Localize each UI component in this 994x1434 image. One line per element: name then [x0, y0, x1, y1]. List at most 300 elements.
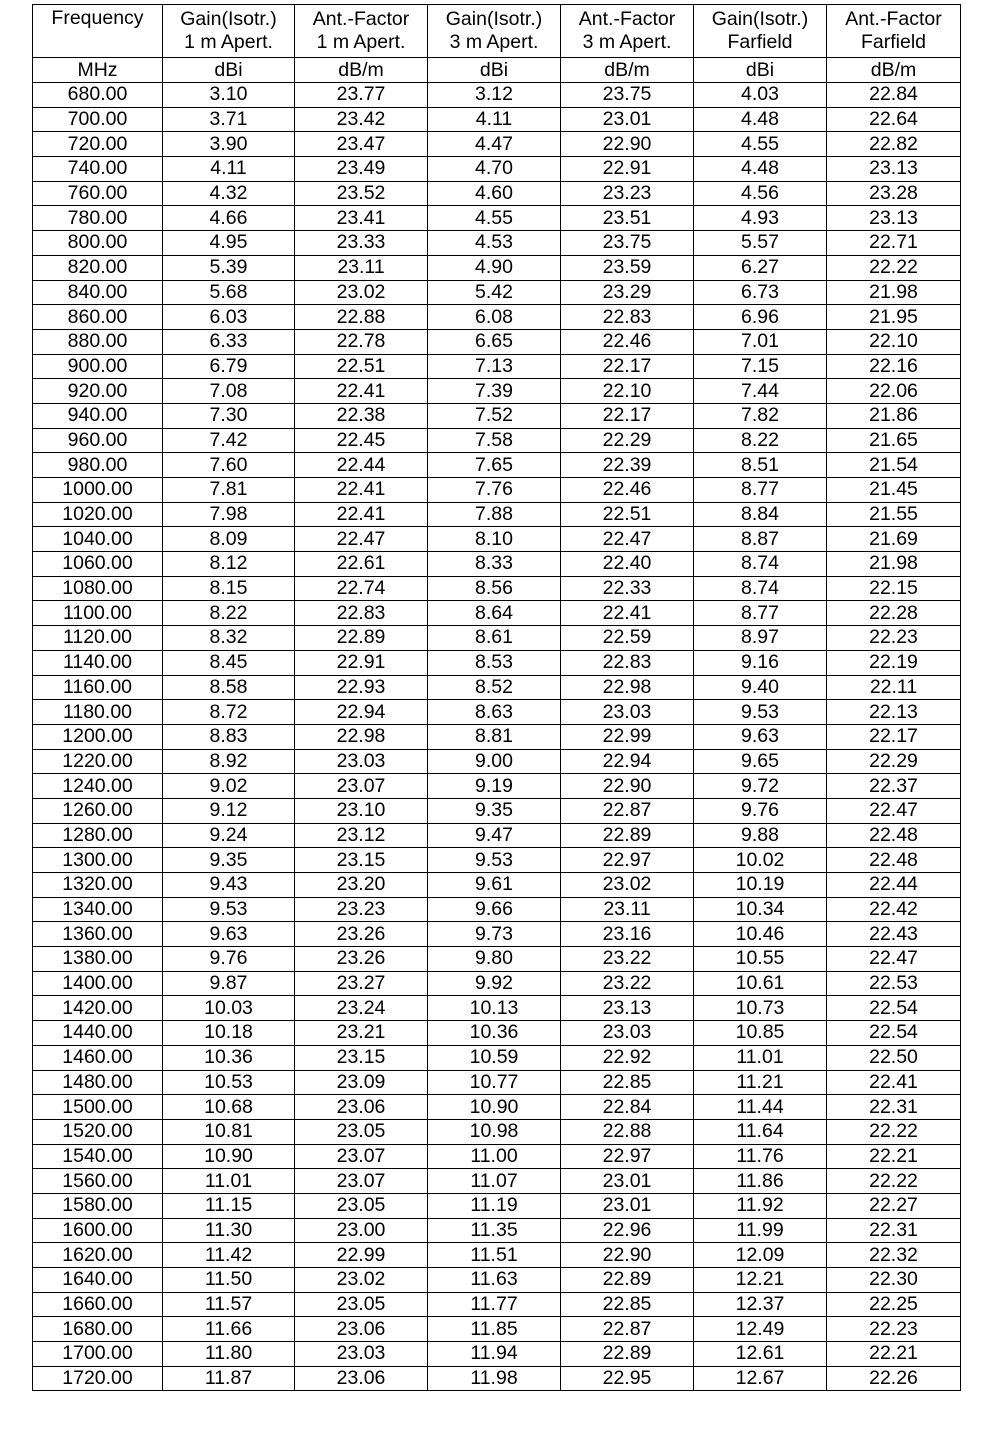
value-cell: 8.84 — [694, 502, 827, 527]
value-cell: 10.85 — [694, 1021, 827, 1046]
value-cell: 11.86 — [694, 1169, 827, 1194]
value-cell: 11.76 — [694, 1144, 827, 1169]
value-cell: 22.44 — [827, 873, 961, 898]
frequency-cell: 1680.00 — [33, 1317, 163, 1342]
value-cell: 4.47 — [428, 132, 561, 157]
value-cell: 7.82 — [694, 403, 827, 428]
value-cell: 10.90 — [428, 1095, 561, 1120]
frequency-cell: 1120.00 — [33, 626, 163, 651]
value-cell: 8.51 — [694, 453, 827, 478]
value-cell: 9.19 — [428, 774, 561, 799]
value-cell: 4.48 — [694, 107, 827, 132]
value-cell: 9.92 — [428, 971, 561, 996]
value-cell: 22.41 — [827, 1070, 961, 1095]
value-cell: 7.60 — [163, 453, 295, 478]
frequency-cell: 900.00 — [33, 354, 163, 379]
frequency-cell: 1320.00 — [33, 873, 163, 898]
frequency-cell: 1420.00 — [33, 996, 163, 1021]
value-cell: 22.54 — [827, 1021, 961, 1046]
value-cell: 4.95 — [163, 231, 295, 256]
value-cell: 22.71 — [827, 231, 961, 256]
value-cell: 23.15 — [295, 1045, 428, 1070]
value-cell: 22.21 — [827, 1144, 961, 1169]
table-row — [33, 478, 961, 503]
value-cell: 9.66 — [428, 897, 561, 922]
table-row — [33, 1070, 961, 1095]
value-cell: 22.17 — [827, 724, 961, 749]
value-cell: 6.96 — [694, 305, 827, 330]
frequency-cell: 680.00 — [33, 83, 163, 108]
value-cell: 22.82 — [827, 132, 961, 157]
value-cell: 4.55 — [428, 206, 561, 231]
value-cell: 6.33 — [163, 329, 295, 354]
value-cell: 7.65 — [428, 453, 561, 478]
table-row — [33, 798, 961, 823]
value-cell: 22.31 — [827, 1218, 961, 1243]
value-cell: 23.06 — [295, 1095, 428, 1120]
value-cell: 8.53 — [428, 650, 561, 675]
value-cell: 21.65 — [827, 428, 961, 453]
value-cell: 7.39 — [428, 379, 561, 404]
frequency-cell: 720.00 — [33, 132, 163, 157]
value-cell: 23.20 — [295, 873, 428, 898]
antenna-calibration-table-container — [32, 4, 960, 1391]
value-cell: 8.61 — [428, 626, 561, 651]
value-cell: 9.76 — [694, 798, 827, 823]
value-cell: 22.89 — [561, 1342, 694, 1367]
table-row — [33, 1045, 961, 1070]
value-cell: 11.64 — [694, 1119, 827, 1144]
frequency-cell: 1640.00 — [33, 1268, 163, 1293]
value-cell: 22.94 — [561, 749, 694, 774]
table-row — [33, 280, 961, 305]
header-label: Gain(Isotr.) — [180, 8, 277, 30]
frequency-cell: 1540.00 — [33, 1144, 163, 1169]
table-row — [33, 502, 961, 527]
value-cell: 23.05 — [295, 1292, 428, 1317]
value-cell: 10.13 — [428, 996, 561, 1021]
value-cell: 4.53 — [428, 231, 561, 256]
value-cell: 22.95 — [561, 1366, 694, 1391]
value-cell: 22.89 — [561, 1268, 694, 1293]
value-cell: 22.11 — [827, 675, 961, 700]
value-cell: 7.44 — [694, 379, 827, 404]
value-cell: 3.90 — [163, 132, 295, 157]
value-cell: 22.17 — [561, 403, 694, 428]
value-cell: 23.13 — [561, 996, 694, 1021]
value-cell: 22.94 — [295, 700, 428, 725]
value-cell: 23.16 — [561, 922, 694, 947]
value-cell: 4.11 — [163, 157, 295, 182]
value-cell: 23.75 — [561, 83, 694, 108]
frequency-cell: 1220.00 — [33, 749, 163, 774]
frequency-cell: 740.00 — [33, 157, 163, 182]
value-cell: 22.90 — [561, 132, 694, 157]
frequency-cell: 1600.00 — [33, 1218, 163, 1243]
value-cell: 6.73 — [694, 280, 827, 305]
value-cell: 22.41 — [295, 478, 428, 503]
value-cell: 22.22 — [827, 1119, 961, 1144]
frequency-cell: 940.00 — [33, 403, 163, 428]
value-cell: 23.26 — [295, 947, 428, 972]
value-cell: 23.03 — [295, 1342, 428, 1367]
value-cell: 22.74 — [295, 576, 428, 601]
value-cell: 10.68 — [163, 1095, 295, 1120]
header-gain-1m — [163, 5, 295, 58]
value-cell: 4.93 — [694, 206, 827, 231]
value-cell: 22.40 — [561, 552, 694, 577]
value-cell: 4.03 — [694, 83, 827, 108]
header-label: Gain(Isotr.) — [445, 8, 543, 30]
value-cell: 11.19 — [428, 1193, 561, 1218]
value-cell: 22.47 — [295, 527, 428, 552]
frequency-cell: 1520.00 — [33, 1119, 163, 1144]
antenna-calibration-table — [32, 4, 961, 1391]
value-cell: 22.46 — [561, 329, 694, 354]
value-cell: 22.98 — [295, 724, 428, 749]
table-row — [33, 132, 961, 157]
header-label: Gain(Isotr.) — [711, 8, 809, 30]
value-cell: 23.01 — [561, 1193, 694, 1218]
value-cell: 7.76 — [428, 478, 561, 503]
value-cell: 22.33 — [561, 576, 694, 601]
header-gain-farfield — [694, 5, 827, 58]
value-cell: 22.29 — [827, 749, 961, 774]
value-cell: 7.98 — [163, 502, 295, 527]
value-cell: 8.72 — [163, 700, 295, 725]
table-row — [33, 1342, 961, 1367]
value-cell: 22.19 — [827, 650, 961, 675]
value-cell: 7.58 — [428, 428, 561, 453]
value-cell: 22.37 — [827, 774, 961, 799]
value-cell: 7.01 — [694, 329, 827, 354]
value-cell: 9.76 — [163, 947, 295, 972]
value-cell: 10.59 — [428, 1045, 561, 1070]
table-body — [33, 83, 961, 1391]
value-cell: 11.42 — [163, 1243, 295, 1268]
value-cell: 23.02 — [295, 280, 428, 305]
value-cell: 12.09 — [694, 1243, 827, 1268]
value-cell: 11.00 — [428, 1144, 561, 1169]
value-cell: 23.00 — [295, 1218, 428, 1243]
value-cell: 8.22 — [163, 601, 295, 626]
table-row — [33, 971, 961, 996]
value-cell: 10.73 — [694, 996, 827, 1021]
value-cell: 22.54 — [827, 996, 961, 1021]
value-cell: 10.53 — [163, 1070, 295, 1095]
unit-cell: dBi — [428, 58, 561, 83]
value-cell: 22.98 — [561, 675, 694, 700]
value-cell: 11.77 — [428, 1292, 561, 1317]
frequency-cell: 1380.00 — [33, 947, 163, 972]
value-cell: 9.63 — [163, 922, 295, 947]
value-cell: 23.02 — [561, 873, 694, 898]
frequency-cell: 760.00 — [33, 181, 163, 206]
value-cell: 22.16 — [827, 354, 961, 379]
table-row — [33, 83, 961, 108]
value-cell: 22.85 — [561, 1292, 694, 1317]
value-cell: 23.49 — [295, 157, 428, 182]
table-row — [33, 897, 961, 922]
value-cell: 8.74 — [694, 552, 827, 577]
value-cell: 10.98 — [428, 1119, 561, 1144]
frequency-cell: 1160.00 — [33, 675, 163, 700]
value-cell: 8.22 — [694, 428, 827, 453]
value-cell: 12.67 — [694, 1366, 827, 1391]
value-cell: 22.85 — [561, 1070, 694, 1095]
value-cell: 11.15 — [163, 1193, 295, 1218]
value-cell: 8.97 — [694, 626, 827, 651]
frequency-cell: 1200.00 — [33, 724, 163, 749]
frequency-cell: 1280.00 — [33, 823, 163, 848]
value-cell: 22.39 — [561, 453, 694, 478]
table-row — [33, 453, 961, 478]
header-sublabel: 3 m Apert. — [449, 31, 539, 53]
table-row — [33, 1095, 961, 1120]
value-cell: 10.61 — [694, 971, 827, 996]
table-row — [33, 823, 961, 848]
value-cell: 22.45 — [295, 428, 428, 453]
value-cell: 9.00 — [428, 749, 561, 774]
value-cell: 22.13 — [827, 700, 961, 725]
value-cell: 11.94 — [428, 1342, 561, 1367]
value-cell: 8.52 — [428, 675, 561, 700]
value-cell: 12.37 — [694, 1292, 827, 1317]
frequency-cell: 1460.00 — [33, 1045, 163, 1070]
frequency-cell: 1080.00 — [33, 576, 163, 601]
frequency-cell: 1400.00 — [33, 971, 163, 996]
value-cell: 3.12 — [428, 83, 561, 108]
frequency-cell: 1140.00 — [33, 650, 163, 675]
value-cell: 22.89 — [561, 823, 694, 848]
value-cell: 22.51 — [295, 354, 428, 379]
value-cell: 22.83 — [561, 650, 694, 675]
value-cell: 22.27 — [827, 1193, 961, 1218]
header-sublabel: 3 m Apert. — [582, 31, 672, 53]
value-cell: 21.86 — [827, 403, 961, 428]
frequency-cell: 780.00 — [33, 206, 163, 231]
value-cell: 9.53 — [163, 897, 295, 922]
value-cell: 22.15 — [827, 576, 961, 601]
value-cell: 23.11 — [295, 255, 428, 280]
value-cell: 23.26 — [295, 922, 428, 947]
value-cell: 9.53 — [694, 700, 827, 725]
value-cell: 12.49 — [694, 1317, 827, 1342]
value-cell: 23.29 — [561, 280, 694, 305]
value-cell: 9.88 — [694, 823, 827, 848]
value-cell: 9.63 — [694, 724, 827, 749]
table-row — [33, 552, 961, 577]
value-cell: 5.42 — [428, 280, 561, 305]
frequency-cell: 1360.00 — [33, 922, 163, 947]
value-cell: 10.36 — [428, 1021, 561, 1046]
value-cell: 23.22 — [561, 971, 694, 996]
value-cell: 22.41 — [295, 379, 428, 404]
frequency-cell: 1180.00 — [33, 700, 163, 725]
frequency-cell: 840.00 — [33, 280, 163, 305]
value-cell: 23.75 — [561, 231, 694, 256]
header-label: Ant.-Factor — [578, 8, 676, 30]
value-cell: 9.73 — [428, 922, 561, 947]
value-cell: 10.81 — [163, 1119, 295, 1144]
value-cell: 22.51 — [561, 502, 694, 527]
value-cell: 3.71 — [163, 107, 295, 132]
table-row — [33, 576, 961, 601]
value-cell: 9.43 — [163, 873, 295, 898]
table-row — [33, 107, 961, 132]
value-cell: 11.30 — [163, 1218, 295, 1243]
header-af-1m — [295, 5, 428, 58]
header-sublabel: 1 m Apert. — [184, 31, 273, 53]
table-row — [33, 1292, 961, 1317]
frequency-cell: 1260.00 — [33, 798, 163, 823]
frequency-cell: 820.00 — [33, 255, 163, 280]
value-cell: 22.48 — [827, 823, 961, 848]
value-cell: 12.21 — [694, 1268, 827, 1293]
table-row — [33, 1317, 961, 1342]
value-cell: 23.33 — [295, 231, 428, 256]
value-cell: 23.28 — [827, 181, 961, 206]
value-cell: 22.47 — [561, 527, 694, 552]
value-cell: 22.99 — [295, 1243, 428, 1268]
value-cell: 22.31 — [827, 1095, 961, 1120]
value-cell: 22.41 — [295, 502, 428, 527]
frequency-cell: 1580.00 — [33, 1193, 163, 1218]
value-cell: 22.38 — [295, 403, 428, 428]
value-cell: 6.65 — [428, 329, 561, 354]
table-row — [33, 1144, 961, 1169]
unit-cell: MHz — [33, 58, 163, 83]
value-cell: 8.15 — [163, 576, 295, 601]
frequency-cell: 880.00 — [33, 329, 163, 354]
table-row — [33, 1366, 961, 1391]
table-row — [33, 947, 961, 972]
value-cell: 11.66 — [163, 1317, 295, 1342]
value-cell: 22.90 — [561, 774, 694, 799]
value-cell: 8.87 — [694, 527, 827, 552]
table-row — [33, 774, 961, 799]
value-cell: 10.18 — [163, 1021, 295, 1046]
value-cell: 5.57 — [694, 231, 827, 256]
value-cell: 4.90 — [428, 255, 561, 280]
table-row — [33, 231, 961, 256]
table-row — [33, 354, 961, 379]
table-row — [33, 626, 961, 651]
value-cell: 23.59 — [561, 255, 694, 280]
value-cell: 21.98 — [827, 280, 961, 305]
table-row — [33, 1268, 961, 1293]
frequency-cell: 1700.00 — [33, 1342, 163, 1367]
value-cell: 22.44 — [295, 453, 428, 478]
value-cell: 5.68 — [163, 280, 295, 305]
value-cell: 22.97 — [561, 848, 694, 873]
value-cell: 23.11 — [561, 897, 694, 922]
table-row — [33, 428, 961, 453]
value-cell: 22.61 — [295, 552, 428, 577]
header-gain-3m — [428, 5, 561, 58]
value-cell: 22.64 — [827, 107, 961, 132]
value-cell: 22.48 — [827, 848, 961, 873]
value-cell: 11.99 — [694, 1218, 827, 1243]
value-cell: 10.36 — [163, 1045, 295, 1070]
table-row — [33, 749, 961, 774]
value-cell: 4.11 — [428, 107, 561, 132]
value-cell: 10.34 — [694, 897, 827, 922]
frequency-cell: 1620.00 — [33, 1243, 163, 1268]
value-cell: 23.01 — [561, 1169, 694, 1194]
value-cell: 23.07 — [295, 1144, 428, 1169]
value-cell: 9.65 — [694, 749, 827, 774]
value-cell: 11.50 — [163, 1268, 295, 1293]
value-cell: 23.23 — [295, 897, 428, 922]
value-cell: 11.07 — [428, 1169, 561, 1194]
frequency-cell: 1340.00 — [33, 897, 163, 922]
value-cell: 21.45 — [827, 478, 961, 503]
value-cell: 22.17 — [561, 354, 694, 379]
value-cell: 4.66 — [163, 206, 295, 231]
value-cell: 22.59 — [561, 626, 694, 651]
value-cell: 23.03 — [295, 749, 428, 774]
table-row — [33, 848, 961, 873]
value-cell: 8.81 — [428, 724, 561, 749]
header-af-farfield — [827, 5, 961, 58]
value-cell: 23.02 — [295, 1268, 428, 1293]
value-cell: 22.78 — [295, 329, 428, 354]
value-cell: 23.07 — [295, 1169, 428, 1194]
value-cell: 22.30 — [827, 1268, 961, 1293]
table-row — [33, 601, 961, 626]
value-cell: 8.63 — [428, 700, 561, 725]
table-row — [33, 700, 961, 725]
table-row — [33, 181, 961, 206]
value-cell: 9.53 — [428, 848, 561, 873]
value-cell: 11.92 — [694, 1193, 827, 1218]
units-row — [33, 58, 961, 83]
table-row — [33, 329, 961, 354]
value-cell: 23.77 — [295, 83, 428, 108]
value-cell: 8.09 — [163, 527, 295, 552]
value-cell: 10.90 — [163, 1144, 295, 1169]
value-cell: 9.35 — [428, 798, 561, 823]
value-cell: 9.02 — [163, 774, 295, 799]
value-cell: 23.09 — [295, 1070, 428, 1095]
value-cell: 22.99 — [561, 724, 694, 749]
value-cell: 22.87 — [561, 798, 694, 823]
value-cell: 8.45 — [163, 650, 295, 675]
value-cell: 8.83 — [163, 724, 295, 749]
value-cell: 22.21 — [827, 1342, 961, 1367]
value-cell: 22.90 — [561, 1243, 694, 1268]
value-cell: 8.12 — [163, 552, 295, 577]
value-cell: 10.03 — [163, 996, 295, 1021]
value-cell: 5.39 — [163, 255, 295, 280]
value-cell: 22.97 — [561, 1144, 694, 1169]
value-cell: 22.22 — [827, 255, 961, 280]
value-cell: 23.06 — [295, 1317, 428, 1342]
value-cell: 23.41 — [295, 206, 428, 231]
value-cell: 22.42 — [827, 897, 961, 922]
frequency-cell: 700.00 — [33, 107, 163, 132]
table-row — [33, 996, 961, 1021]
value-cell: 8.74 — [694, 576, 827, 601]
value-cell: 22.41 — [561, 601, 694, 626]
value-cell: 22.84 — [561, 1095, 694, 1120]
value-cell: 23.10 — [295, 798, 428, 823]
table-header — [33, 5, 961, 83]
value-cell: 7.13 — [428, 354, 561, 379]
frequency-cell: 980.00 — [33, 453, 163, 478]
value-cell: 22.23 — [827, 1317, 961, 1342]
